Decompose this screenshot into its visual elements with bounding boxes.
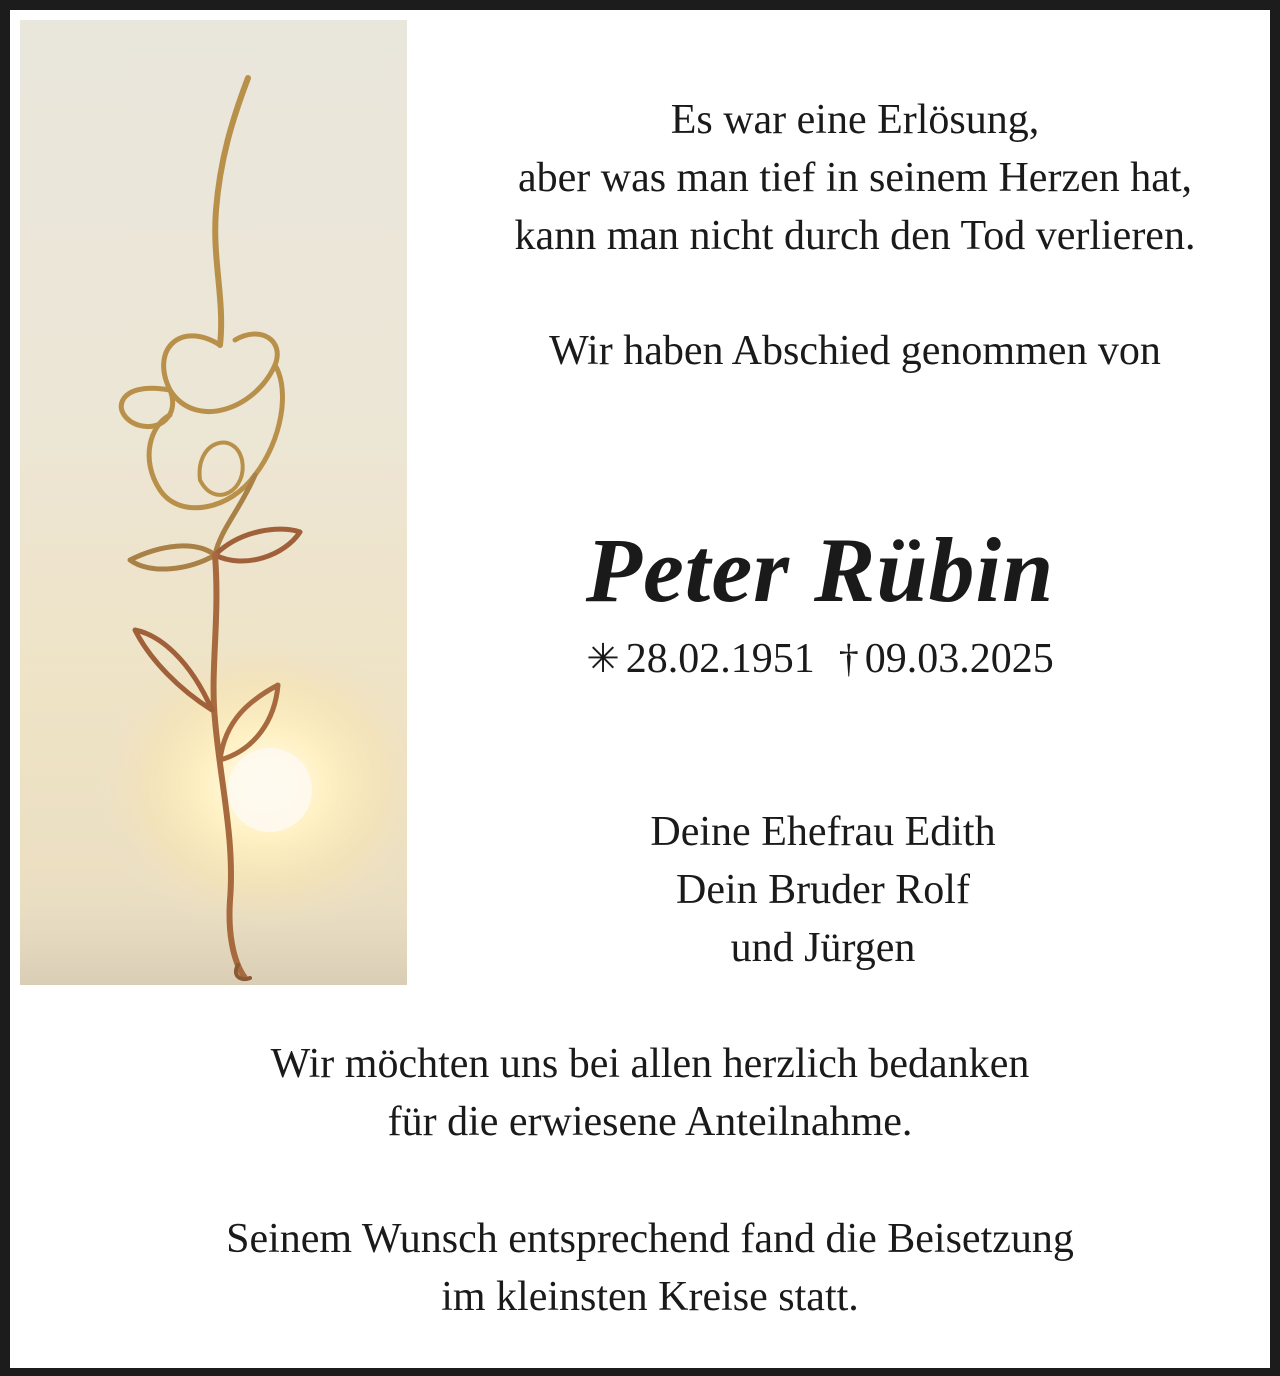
quote-line-3: kann man nicht durch den Tod verlieren. [514, 213, 1196, 259]
burial-line-2: im kleinsten Kreise statt. [441, 1274, 859, 1320]
life-dates [440, 630, 1200, 688]
opening-quote [440, 91, 1270, 265]
deceased-name: Peter Rübin [585, 519, 1055, 621]
family-signatures [440, 803, 1206, 977]
burial-line-1: Seinem Wunsch entsprechend fand die Beisetzung [226, 1216, 1074, 1262]
death-cross-icon: † [838, 636, 859, 681]
birth-asterisk-icon: ✳ [586, 636, 620, 681]
burial-note [70, 1210, 1230, 1326]
death-date: 09.03.2025 [864, 636, 1054, 682]
family-line-2: Dein Bruder Rolf [676, 867, 970, 913]
thanks-text [70, 1035, 1230, 1151]
farewell-text [440, 322, 1270, 380]
rose-candle-image [20, 20, 407, 985]
quote-line-1: Es war eine Erlösung, [670, 97, 1040, 143]
thanks-line-2: für die erwiesene Anteilnahme. [387, 1099, 913, 1145]
birth-date: 28.02.1951 [625, 636, 815, 682]
family-line-1: Deine Ehefrau Edith [650, 809, 996, 855]
family-line-3: und Jürgen [730, 925, 916, 971]
quote-line-2: aber was man tief in seinem Herzen hat, [517, 155, 1193, 201]
thanks-line-1: Wir möchten uns bei allen herzlich bedanken [270, 1041, 1030, 1087]
farewell-line: Wir haben Abschied genommen von [549, 328, 1161, 374]
